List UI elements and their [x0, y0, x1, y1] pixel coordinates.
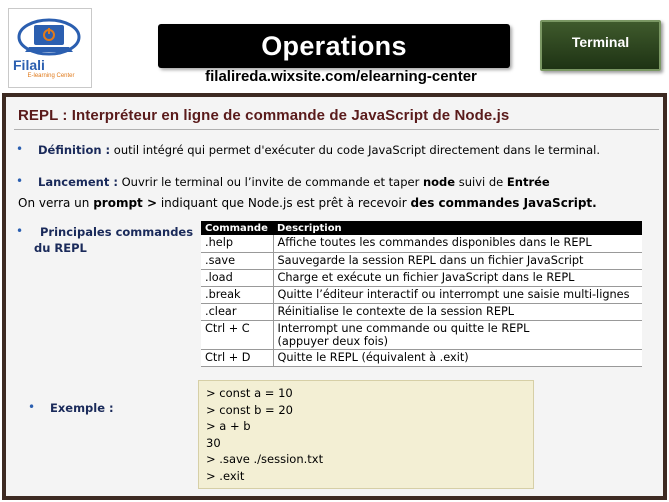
table-row [201, 269, 642, 286]
description-cell [273, 320, 642, 349]
command-cell: .break [201, 286, 273, 303]
code-line: > a + b [206, 419, 251, 434]
prompt-line [18, 196, 597, 210]
terminal-button-label: Terminal [571, 34, 630, 50]
description-cell: Charge et exécute un fichier JavaScript dans le REPL [273, 269, 642, 286]
prompt-symbol: prompt > [93, 196, 158, 210]
bullet-icon: • [16, 224, 24, 238]
bullet-icon: • [16, 174, 24, 188]
header-command: Commande [201, 221, 273, 235]
launch-node: node [422, 175, 456, 189]
description-cell: Quitte l’éditeur interactif ou interrompt une saisie multi-lignes [273, 286, 642, 303]
commands-table [201, 221, 642, 367]
description-cell: Affiche toutes les commandes disponibles dans le REPL [273, 235, 642, 252]
content-frame [2, 93, 667, 500]
commands-label-1: Principales commandes [40, 225, 194, 239]
code-line: > const a = 10 [206, 386, 293, 400]
launch-text: Ouvrir le terminal ou l’invite de commande et taper [117, 175, 423, 189]
definition-text: outil intégré qui permet d'exécuter du code JavaScript directement dans le terminal. [110, 143, 600, 157]
command-cell: Ctrl + C [201, 320, 273, 349]
command-cell: Ctrl + D [201, 349, 273, 366]
divider [14, 129, 659, 130]
prompt-end: des commandes JavaScript. [410, 196, 597, 210]
code-line: > const b = 20 [206, 402, 293, 417]
launch-line [38, 175, 550, 189]
description-line: Interrompt une commande ou quitte le REPL [277, 321, 530, 335]
table-row [201, 235, 642, 252]
description-cell: Quitte le REPL (équivalent à .exit) [273, 349, 642, 366]
header-description: Description [273, 221, 642, 235]
example-code-box [198, 380, 534, 489]
logo-name: Filali [13, 57, 45, 73]
command-cell: .save [201, 252, 273, 269]
code-line: > .save ./session.txt [206, 452, 324, 467]
table-row [201, 303, 642, 320]
table-row [201, 349, 642, 366]
launch-enter: Entrée [506, 175, 550, 189]
code-line: 30 [206, 435, 221, 450]
command-cell: .load [201, 269, 273, 286]
command-cell: .help [201, 235, 273, 252]
bullet-icon: • [16, 142, 24, 156]
code-line: > .exit [206, 468, 245, 483]
site-url[interactable]: filalireda.wixsite.com/elearning-center [205, 68, 477, 85]
table-row [201, 320, 642, 349]
page-title: Operations [261, 30, 407, 61]
definition-line [38, 143, 600, 157]
title-bar [158, 24, 510, 68]
terminal-button[interactable] [540, 20, 661, 71]
definition-label: Définition : [38, 143, 111, 157]
section-heading: REPL : Interpréteur en ligne de commande de JavaScript de Node.js [18, 107, 510, 124]
description-cell: Réinitialise le contexte de la session REPL [273, 303, 642, 320]
prompt-middle: indiquant que Node.js est prêt à recevoir [157, 196, 411, 210]
bullet-icon: • [28, 400, 36, 414]
logo-tagline: E-learning Center [27, 73, 75, 79]
prompt-before: On verra un [18, 196, 94, 210]
logo [8, 8, 92, 88]
launch-label: Lancement : [38, 175, 118, 189]
commands-label-2: du REPL [34, 241, 87, 255]
table-row [201, 286, 642, 303]
command-cell: .clear [201, 303, 273, 320]
description-cell: Sauvegarde la session REPL dans un fichier JavaScript [273, 252, 642, 269]
description-line: (appuyer deux fois) [277, 334, 389, 348]
table-row [201, 252, 642, 269]
launch-middle: suivi de [455, 175, 507, 189]
example-label: Exemple : [50, 401, 114, 415]
table-header-row [201, 221, 642, 235]
